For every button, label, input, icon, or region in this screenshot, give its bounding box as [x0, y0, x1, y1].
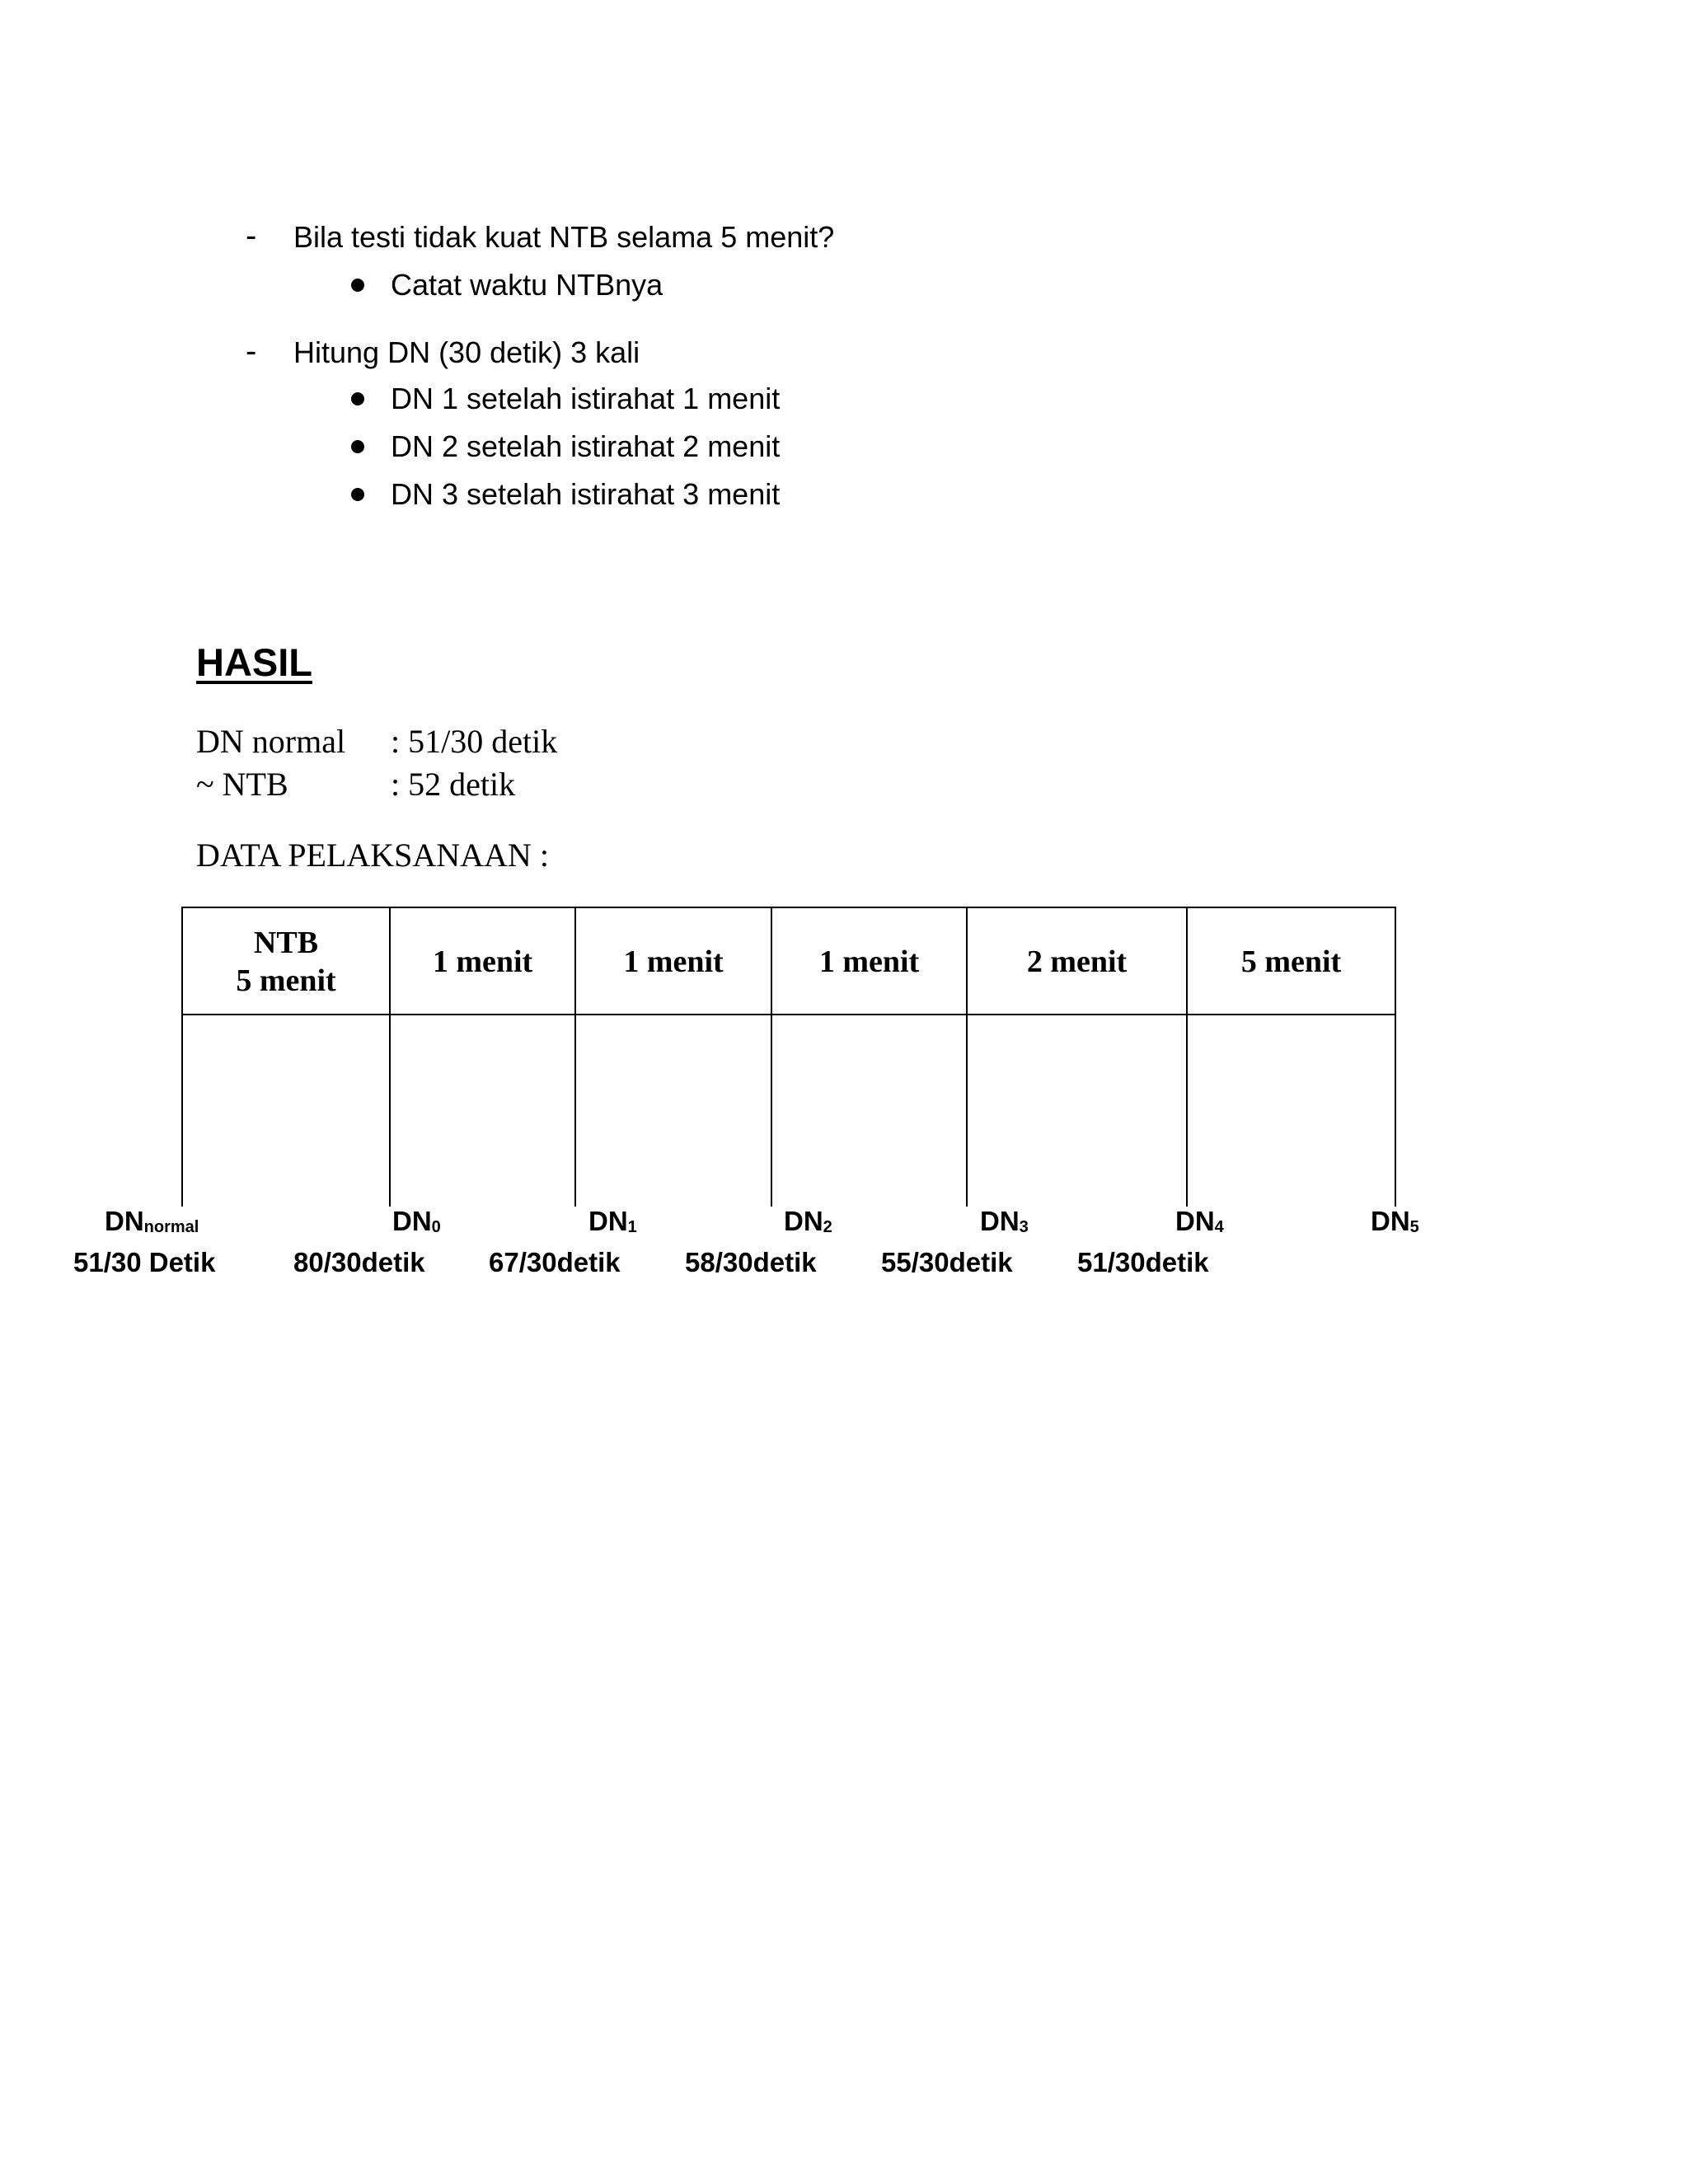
- result-value-ntb: : 52 detik: [391, 766, 516, 803]
- sub-item-catat: Catat waktu NTBnya: [391, 268, 663, 302]
- dn-marker-0: $DN_0$: [392, 1206, 441, 1236]
- dn-marker-2: $DN_2$: [784, 1206, 832, 1236]
- dn-value-3: 55/30detik: [881, 1247, 1013, 1277]
- header-line: NTB: [253, 926, 319, 960]
- dash-marker: -: [246, 333, 257, 369]
- header-line: 1 menit: [432, 944, 533, 979]
- dn-value-2: 58/30detik: [685, 1247, 817, 1277]
- dn-marker-1: $DN_1$: [588, 1206, 637, 1236]
- dn-value-0: 80/30detik: [293, 1247, 425, 1277]
- table-header-cell: [576, 908, 771, 1015]
- table-header-cell: [1188, 908, 1395, 1015]
- bullet-icon: [351, 440, 364, 453]
- bullet-icon: [351, 392, 364, 405]
- table-header-cell: [183, 908, 389, 1015]
- header-line: 5 menit: [1240, 944, 1342, 979]
- sub-item-dn2: DN 2 setelah istirahat 2 menit: [391, 429, 781, 463]
- result-label-ntb: ~ NTB: [196, 766, 288, 803]
- table-column-line: [1395, 907, 1396, 1207]
- dn-value-4: 51/30detik: [1077, 1247, 1209, 1277]
- sub-item-dn3: DN 3 setelah istirahat 3 menit: [391, 477, 781, 511]
- table-header-cell: [772, 908, 966, 1015]
- dn-marker-4: $DN_4$: [1175, 1206, 1224, 1236]
- data-pelaksanaan-title: DATA PELAKSANAAN :: [196, 837, 549, 874]
- header-line: 2 menit: [1026, 944, 1128, 979]
- dn-value-1: 67/30detik: [489, 1247, 621, 1277]
- result-label-dn-normal: DN normal: [196, 723, 346, 760]
- header-line: 1 menit: [623, 944, 724, 979]
- dn-marker-5: $DN_5$: [1371, 1206, 1419, 1236]
- bullet-icon: [351, 279, 364, 292]
- table-header-cell: [391, 908, 574, 1015]
- header-line: 5 menit: [236, 963, 336, 998]
- dn-value-normal: 51/30 Detik: [73, 1247, 216, 1277]
- section-heading-hasil: HASIL: [196, 640, 312, 684]
- header-line: 1 menit: [818, 944, 920, 979]
- instruction-item-1: Bila testi tidak kuat NTB selama 5 menit?: [293, 220, 835, 254]
- dn-marker-normal: $DN_{normal}$: [105, 1206, 199, 1236]
- sub-item-dn1: DN 1 setelah istirahat 1 menit: [391, 382, 781, 415]
- table-header-cell: [968, 908, 1186, 1015]
- bullet-icon: [351, 488, 364, 501]
- dn-marker-3: $DN_3$: [980, 1206, 1029, 1236]
- instruction-item-2: Hitung DN (30 detik) 3 kali: [293, 335, 640, 369]
- result-value-dn-normal: : 51/30 detik: [391, 723, 558, 760]
- dash-marker: -: [246, 218, 257, 254]
